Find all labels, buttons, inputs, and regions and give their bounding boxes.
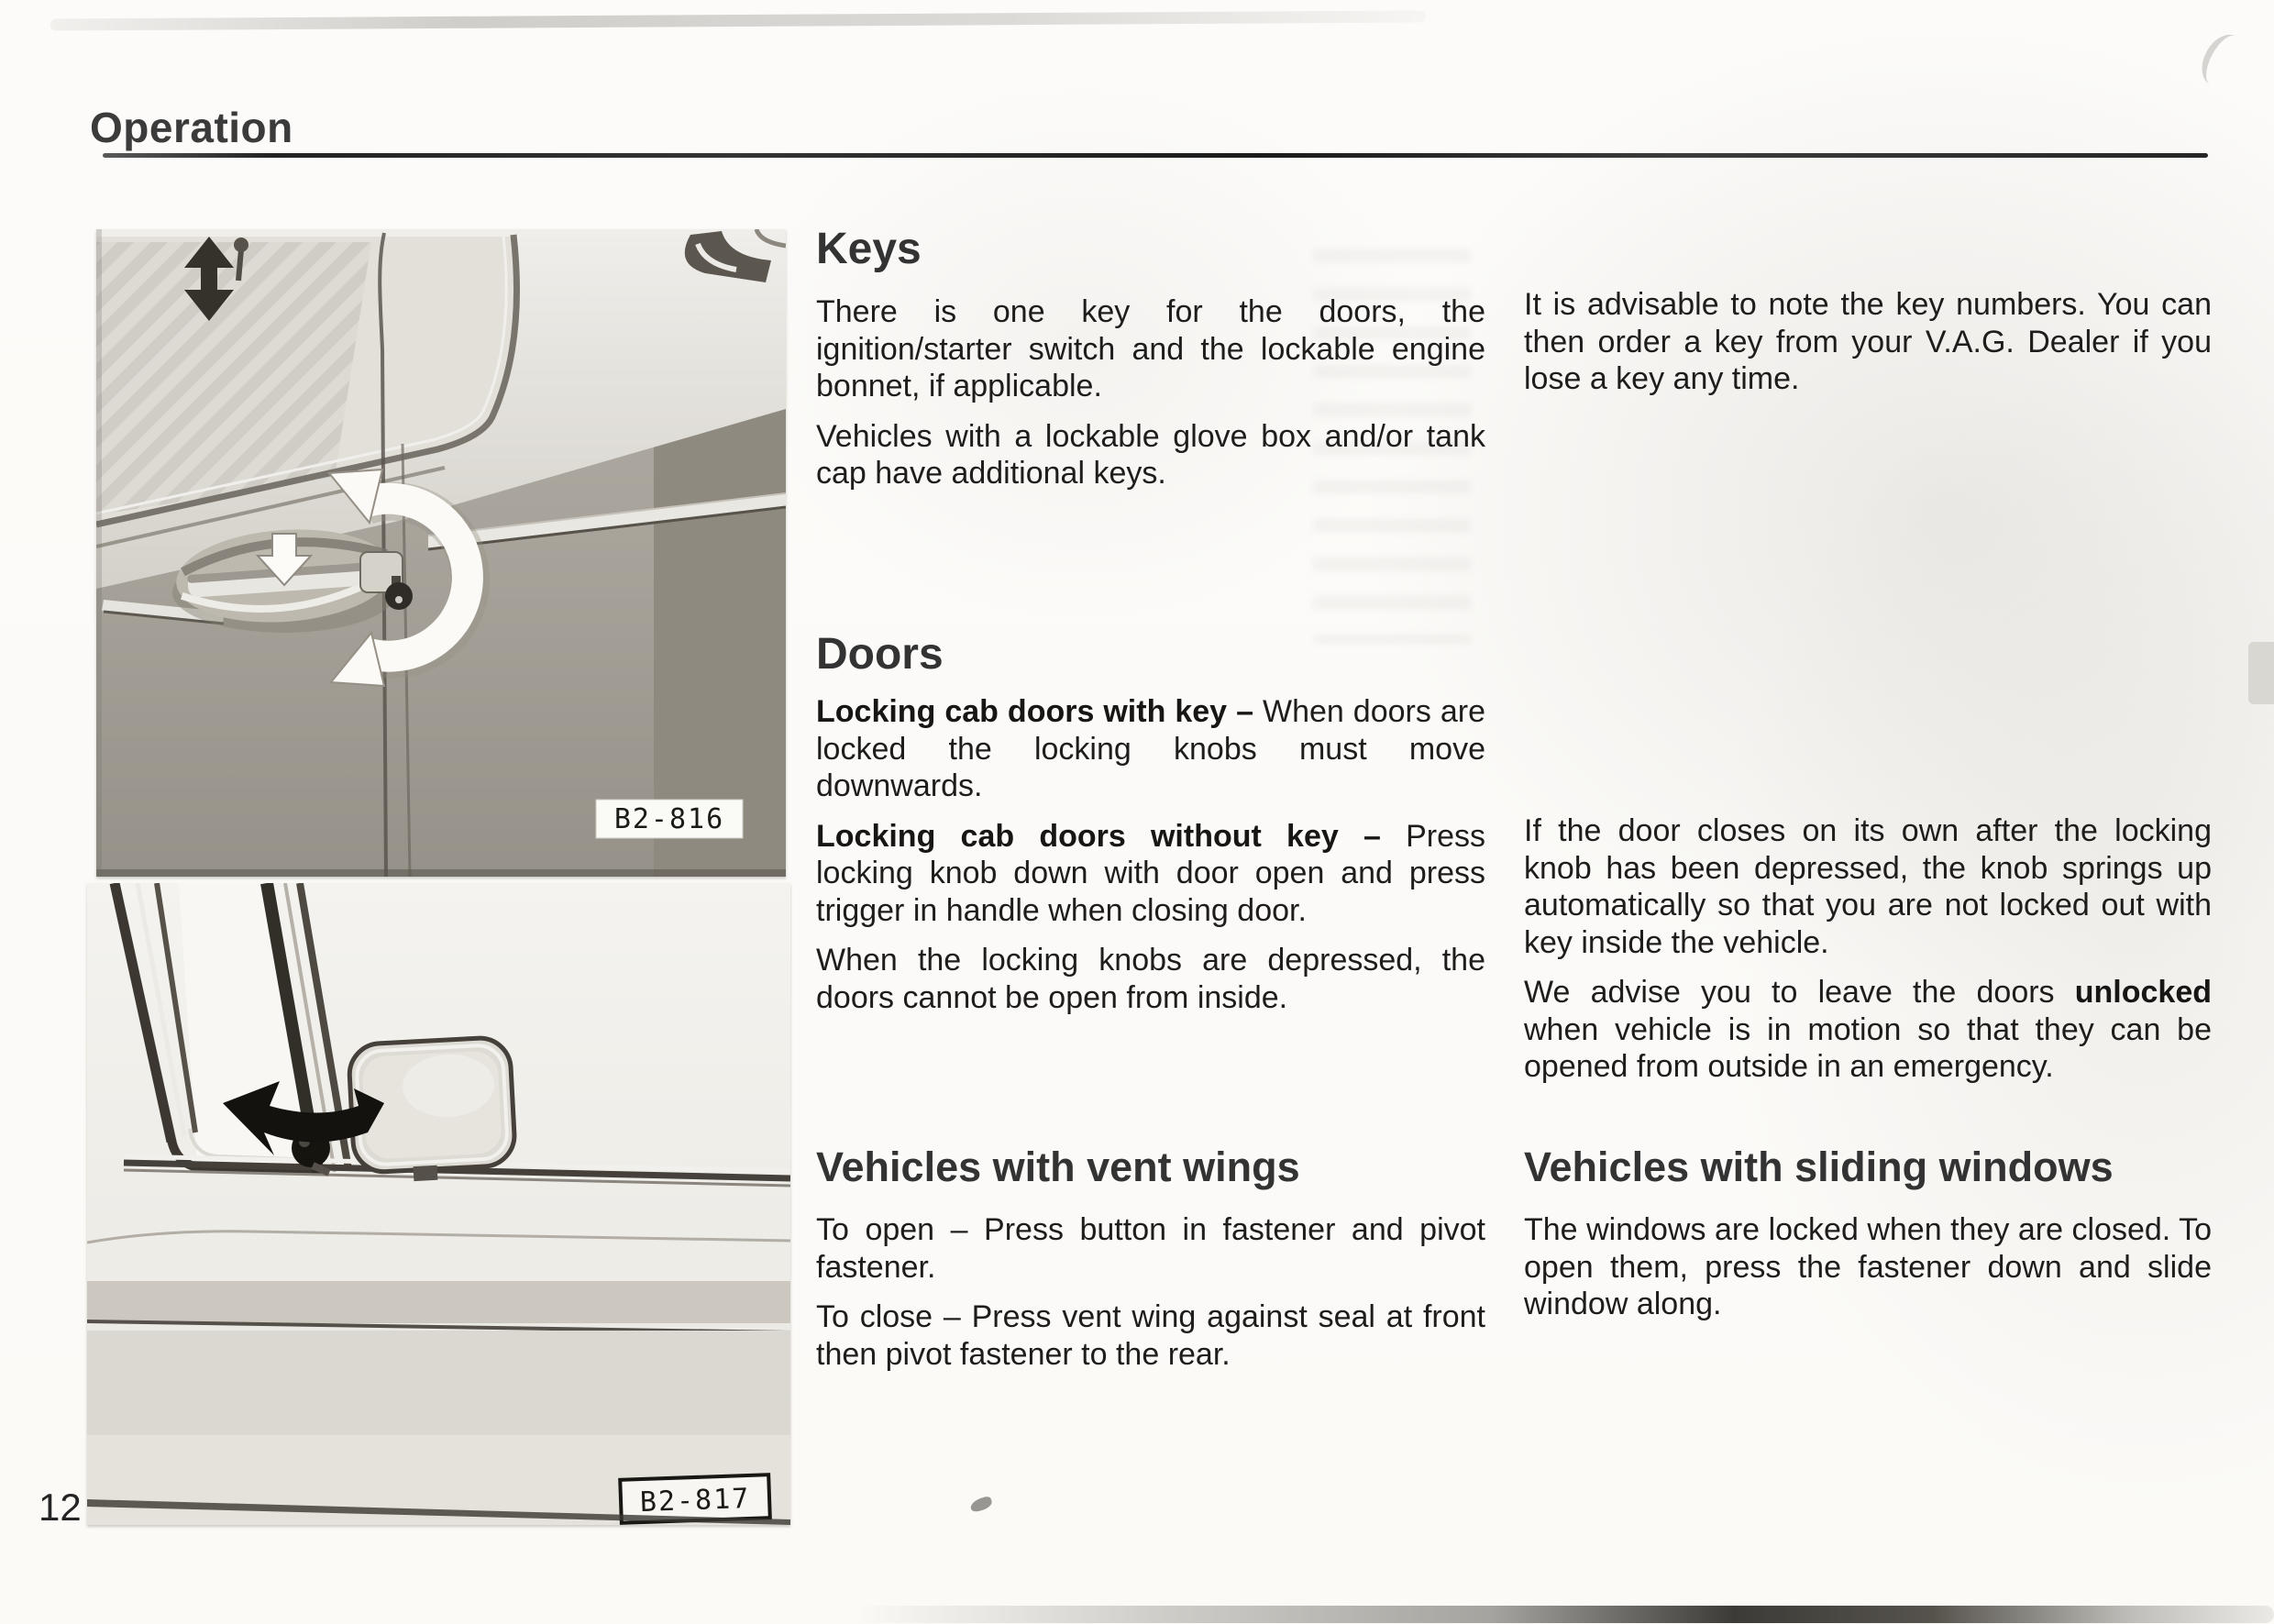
photo2-label-text: B2-817	[639, 1482, 751, 1519]
section-keys	[816, 227, 1485, 492]
scan-edge-artifact	[50, 10, 1426, 30]
section-doors-note	[1524, 812, 2212, 1086]
section-vent-wings	[816, 1143, 1485, 1373]
scan-mark-artifact	[2193, 28, 2252, 94]
doors-note-paragraph-2: We advise you to leave the doors unlocked when vehicle is in motion so that they can be opened from outside in an emergency.	[1524, 975, 2212, 1084]
scan-speck-artifact	[969, 1496, 994, 1514]
scan-edge-artifact	[2248, 642, 2274, 704]
photo-door-handle	[96, 229, 786, 877]
keys-note-paragraph: It is advisable to note the key numbers. You can then order a key from your V.A.G. Dealer if you lose a key any time.	[1524, 287, 2212, 396]
header-rule	[103, 153, 2208, 158]
keys-paragraph-2: Vehicles with a lockable glove box and/or tank cap have additional keys.	[816, 418, 1485, 491]
doors-paragraph-1: Locking cab doors with key – When doors are locked the locking knobs must move downwards.	[816, 694, 1485, 803]
page-number: 12	[39, 1486, 82, 1529]
doors-title: Doors	[816, 630, 944, 679]
vent-wings-paragraph-1: To open – Press button in fastener and pivot fastener.	[816, 1212, 1485, 1285]
keys-paragraph-1: There is one key for the doors, the ignition/starter switch and the lockable engine bonnet, if applicable.	[816, 294, 1485, 403]
section-keys-note	[1524, 286, 2212, 398]
page-title: Operation	[90, 104, 293, 151]
sliding-windows-paragraph-1: The windows are locked when they are closed. To open them, press the fastener down and slide window along.	[1524, 1212, 2212, 1321]
doors-paragraph-2: Locking cab doors without key – Press locking knob down with door open and press trigger in handle when closing door.	[816, 818, 1485, 928]
keys-title: Keys	[816, 225, 922, 273]
photo-label	[596, 800, 743, 838]
photo-vent-wing	[87, 883, 790, 1525]
doors-note-paragraph-1: If the door closes on its own after the locking knob has been depressed, the knob springs up automatically so that you are not locked out with key inside the vehicle.	[1524, 813, 2212, 960]
photo1-label-text: B2-816	[613, 803, 725, 835]
vent-wings-title: Vehicles with vent wings	[816, 1143, 1300, 1190]
scan-edge-artifact	[853, 1606, 2274, 1623]
vent-wings-paragraph-2: To close – Press vent wing against seal at front then pivot fastener to the rear.	[816, 1299, 1485, 1372]
section-sliding-windows	[1524, 1143, 2212, 1323]
sliding-windows-title: Vehicles with sliding windows	[1524, 1143, 2114, 1190]
section-doors	[816, 630, 1485, 1016]
doors-paragraph-3: When the locking knobs are depressed, the doors cannot be open from inside.	[816, 943, 1485, 1015]
